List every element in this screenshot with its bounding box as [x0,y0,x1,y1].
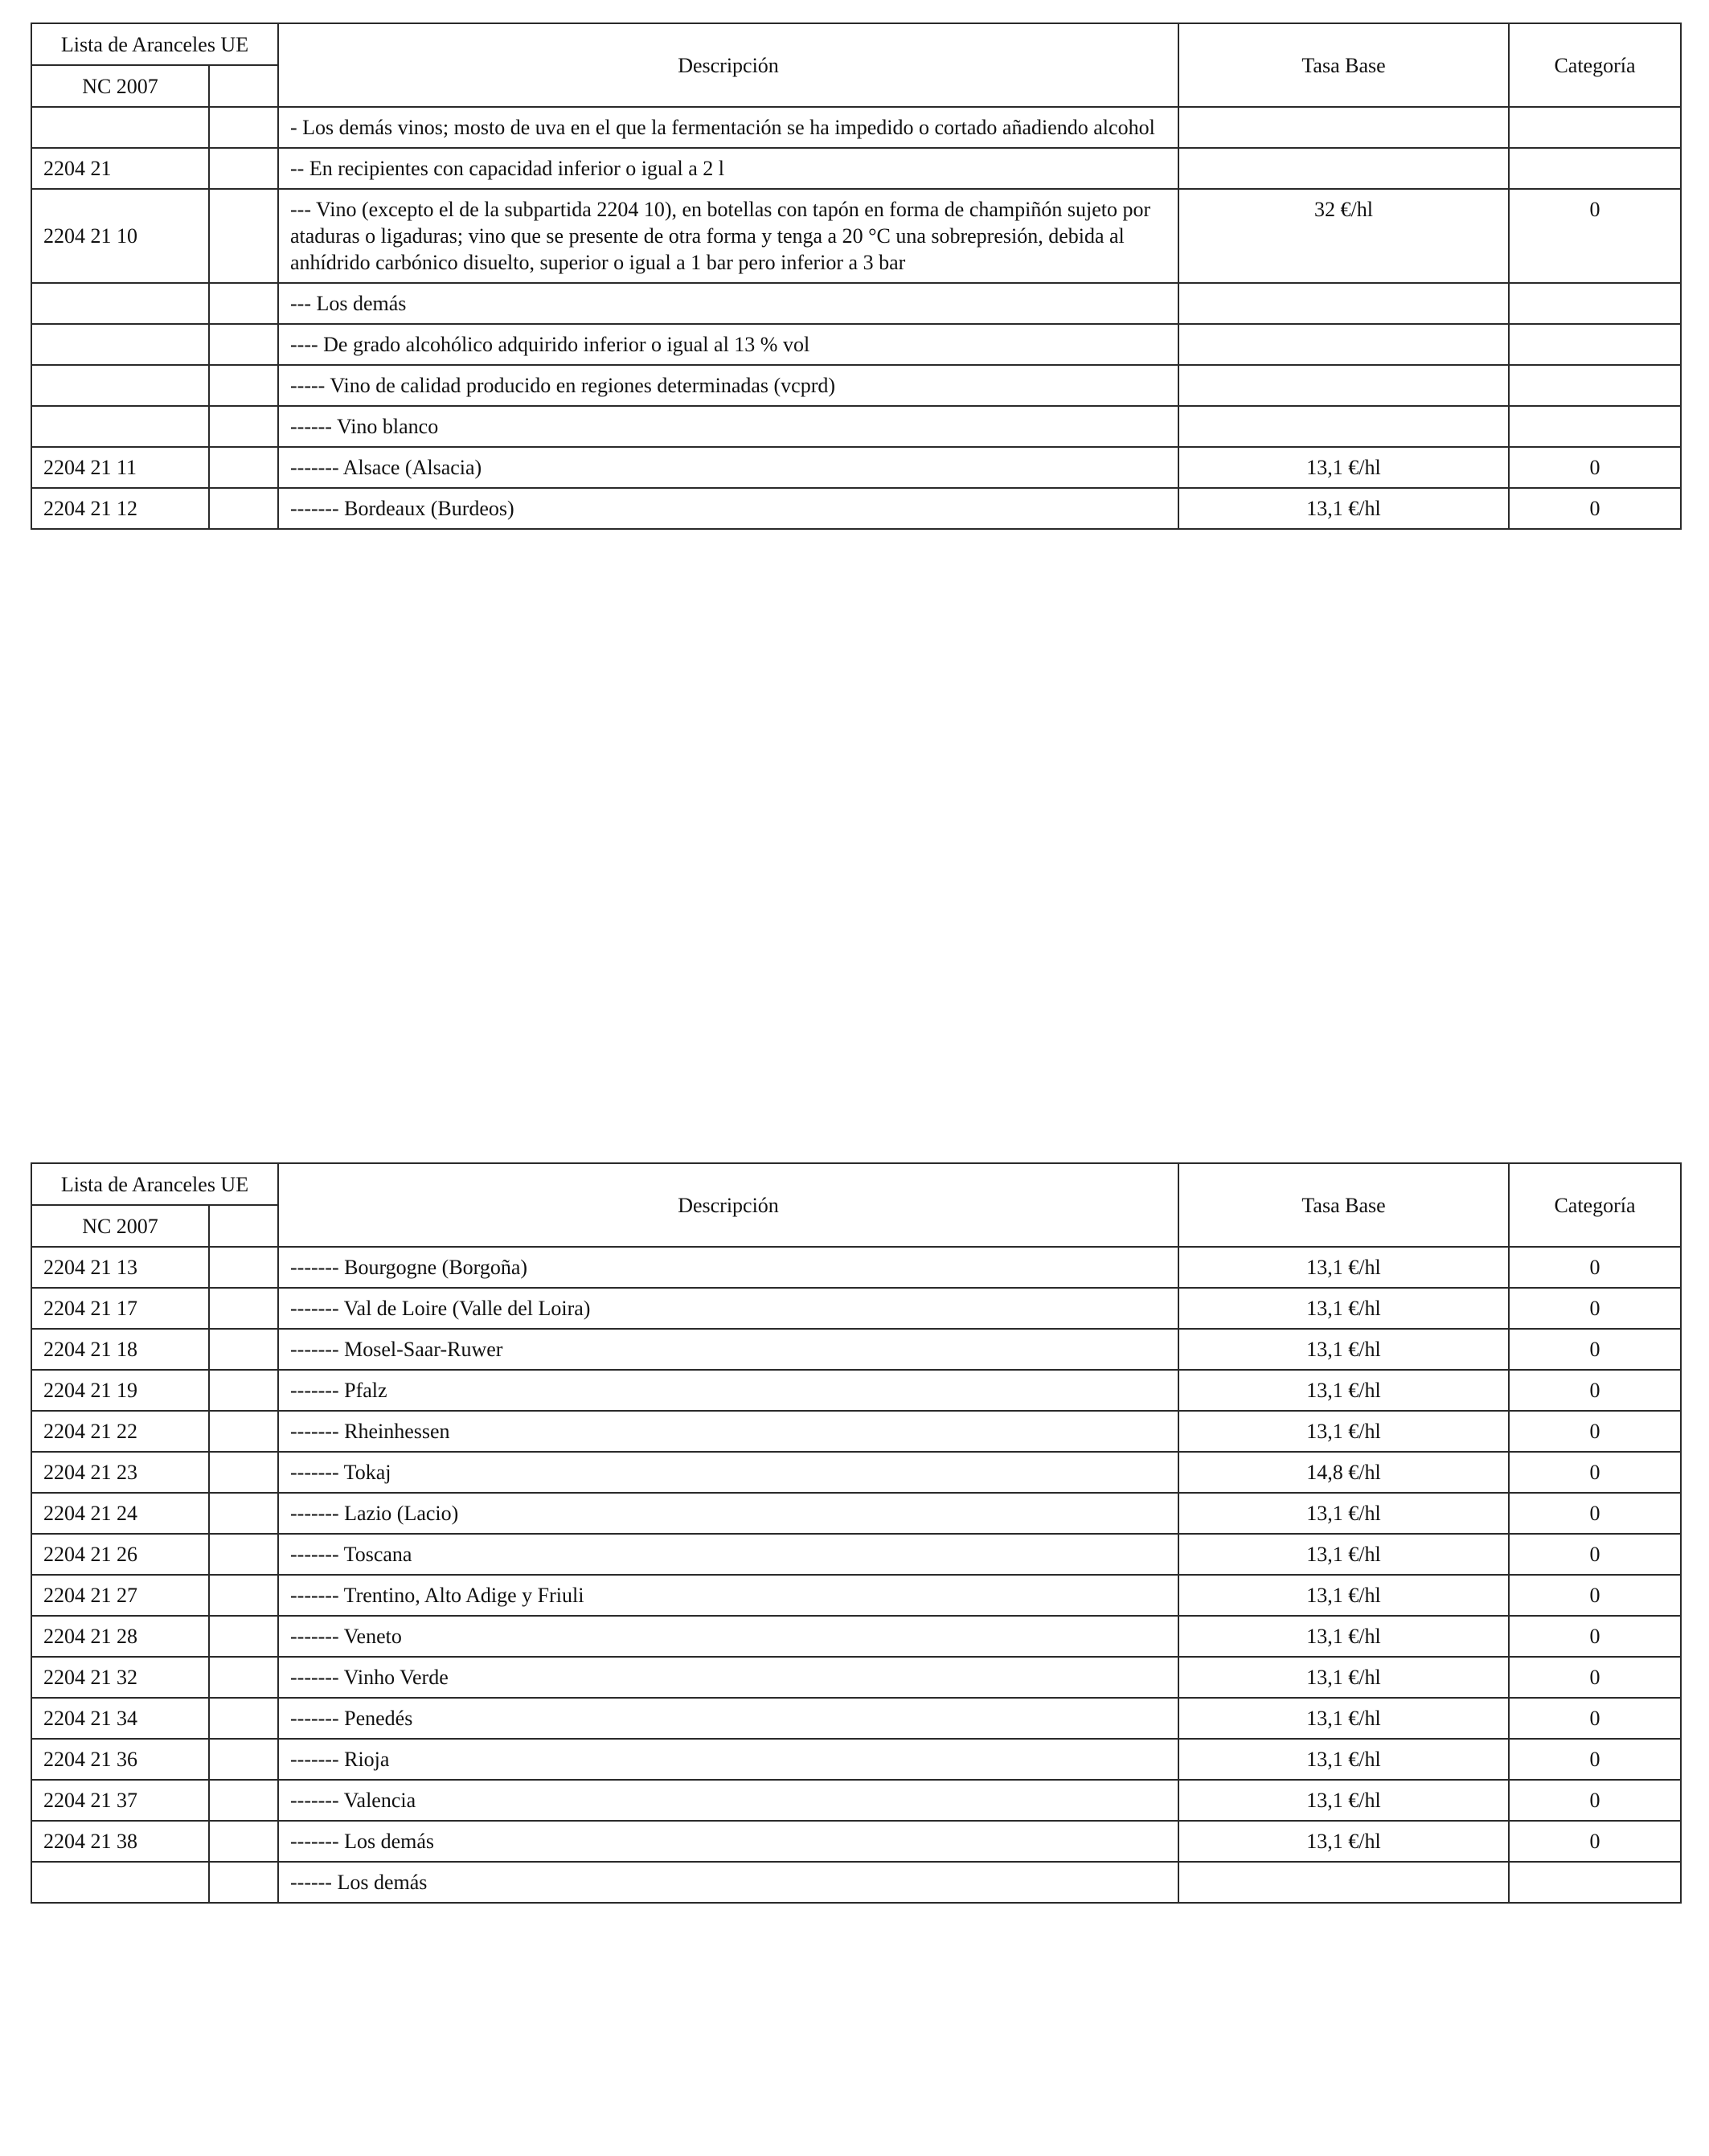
description-cell: ------- Tokaj [278,1452,1178,1493]
table-row [31,324,1681,365]
rate-cell: 13,1 €/hl [1178,1534,1509,1575]
table-row [31,1493,1681,1534]
description-cell: ------- Vinho Verde [278,1657,1178,1698]
category-cell: 0 [1509,1739,1681,1780]
description-cell: ------- Valencia [278,1780,1178,1821]
description-cell: ------- Mosel-Saar-Ruwer [278,1329,1178,1370]
header-nc-label: NC 2007 [31,1205,209,1247]
rate-cell: 13,1 €/hl [1178,1370,1509,1411]
description-cell: ------- Rheinhessen [278,1411,1178,1452]
category-cell [1509,324,1681,365]
table-row [31,1780,1681,1821]
table-row [31,1452,1681,1493]
code-cell: 2204 21 12 [31,488,209,529]
category-cell: 0 [1509,1288,1681,1329]
category-cell [1509,148,1681,189]
header-category: Categoría [1509,23,1681,107]
header-description: Descripción [278,23,1178,107]
rate-cell: 13,1 €/hl [1178,1616,1509,1657]
header-description: Descripción [278,1163,1178,1247]
description-cell: ---- De grado alcohólico adquirido inferior o igual al 13 % vol [278,324,1178,365]
code-cell [31,365,209,406]
category-cell: 0 [1509,1370,1681,1411]
rate-cell: 13,1 €/hl [1178,1657,1509,1698]
code-cell: 2204 21 28 [31,1616,209,1657]
code-cell: 2204 21 17 [31,1288,209,1329]
description-cell: ------- Trentino, Alto Adige y Friuli [278,1575,1178,1616]
code-cell [31,406,209,447]
rate-cell: 13,1 €/hl [1178,1411,1509,1452]
header-nc-label: NC 2007 [31,65,209,107]
spacer-cell [209,1821,278,1862]
header-list-title: Lista de Aranceles UE [31,1163,278,1205]
rate-cell: 13,1 €/hl [1178,1698,1509,1739]
rate-cell: 13,1 €/hl [1178,1575,1509,1616]
table-row [31,1821,1681,1862]
code-cell: 2204 21 37 [31,1780,209,1821]
code-cell: 2204 21 11 [31,447,209,488]
code-cell: 2204 21 [31,148,209,189]
table-row [31,189,1681,283]
header-list-title: Lista de Aranceles UE [31,23,278,65]
spacer-cell [209,1493,278,1534]
table-row [31,1411,1681,1452]
table-row [31,1288,1681,1329]
category-cell: 0 [1509,447,1681,488]
rate-cell [1178,107,1509,148]
header-empty-cell [209,1205,278,1247]
rate-cell [1178,283,1509,324]
description-cell: -- En recipientes con capacidad inferior o igual a 2 l [278,148,1178,189]
tariff-table-1 [31,23,1682,530]
category-cell: 0 [1509,1575,1681,1616]
spacer-cell [209,1411,278,1452]
category-cell [1509,1862,1681,1903]
description-cell: --- Vino (excepto el de la subpartida 2204 10), en botellas con tapón en forma de champiñón sujeto por ataduras o ligaduras; vino que se presente de otra forma y tenga a 20 °C una sobrepresión, debida al anhídrido carbónico disuelto, superior o igual a 1 bar pero inferior a 3 bar [278,189,1178,283]
code-cell: 2204 21 19 [31,1370,209,1411]
description-cell: ------- Bordeaux (Burdeos) [278,488,1178,529]
category-cell: 0 [1509,1821,1681,1862]
category-cell [1509,406,1681,447]
spacer-cell [209,1780,278,1821]
rate-cell: 13,1 €/hl [1178,1821,1509,1862]
rate-cell: 13,1 €/hl [1178,1288,1509,1329]
rate-cell: 13,1 €/hl [1178,1780,1509,1821]
table-row [31,1534,1681,1575]
category-cell: 0 [1509,1329,1681,1370]
spacer-cell [209,283,278,324]
description-cell: ------ Vino blanco [278,406,1178,447]
spacer-cell [209,1370,278,1411]
spacer-cell [209,1329,278,1370]
table-row [31,1329,1681,1370]
spacer-cell [209,1452,278,1493]
spacer-cell [209,1698,278,1739]
description-cell: ------- Los demás [278,1821,1178,1862]
description-cell: ------ Los demás [278,1862,1178,1903]
rate-cell: 13,1 €/hl [1178,1329,1509,1370]
rate-cell: 13,1 €/hl [1178,447,1509,488]
spacer-cell [209,488,278,529]
description-cell: ------- Bourgogne (Borgoña) [278,1247,1178,1288]
rate-cell: 14,8 €/hl [1178,1452,1509,1493]
code-cell [31,107,209,148]
table-row [31,1575,1681,1616]
category-cell: 0 [1509,1616,1681,1657]
description-cell: ------- Veneto [278,1616,1178,1657]
table-row [31,365,1681,406]
category-cell: 0 [1509,189,1681,283]
tariff-table-2 [31,1162,1682,1904]
spacer-cell [209,447,278,488]
code-cell [31,324,209,365]
header-base-rate: Tasa Base [1178,1163,1509,1247]
spacer-cell [209,406,278,447]
spacer-cell [209,1575,278,1616]
description-cell: ------- Alsace (Alsacia) [278,447,1178,488]
table-row [31,488,1681,529]
category-cell [1509,107,1681,148]
table-row [31,1370,1681,1411]
spacer-cell [209,365,278,406]
rate-cell: 13,1 €/hl [1178,1493,1509,1534]
category-cell: 0 [1509,1452,1681,1493]
table-row [31,148,1681,189]
header-category: Categoría [1509,1163,1681,1247]
spacer-cell [209,1616,278,1657]
code-cell [31,283,209,324]
spacer-cell [209,148,278,189]
rate-cell [1178,1862,1509,1903]
description-cell: ----- Vino de calidad producido en regiones determinadas (vcprd) [278,365,1178,406]
code-cell [31,1862,209,1903]
table-row [31,1739,1681,1780]
code-cell: 2204 21 32 [31,1657,209,1698]
description-cell: ------- Lazio (Lacio) [278,1493,1178,1534]
table-row [31,1862,1681,1903]
code-cell: 2204 21 13 [31,1247,209,1288]
table-row [31,283,1681,324]
category-cell [1509,283,1681,324]
table-row [31,1616,1681,1657]
rate-cell [1178,148,1509,189]
description-cell: ------- Penedés [278,1698,1178,1739]
spacer-cell [209,189,278,283]
spacer-cell [209,324,278,365]
category-cell: 0 [1509,1411,1681,1452]
description-cell: ------- Rioja [278,1739,1178,1780]
header-empty-cell [209,65,278,107]
spacer-cell [209,1288,278,1329]
description-cell: ------- Pfalz [278,1370,1178,1411]
description-cell: ------- Toscana [278,1534,1178,1575]
rate-cell: 32 €/hl [1178,189,1509,283]
code-cell: 2204 21 34 [31,1698,209,1739]
code-cell: 2204 21 18 [31,1329,209,1370]
table-row [31,1698,1681,1739]
code-cell: 2204 21 23 [31,1452,209,1493]
code-cell: 2204 21 38 [31,1821,209,1862]
rate-cell [1178,365,1509,406]
description-cell: - Los demás vinos; mosto de uva en el que la fermentación se ha impedido o cortado añadiendo alcohol [278,107,1178,148]
rate-cell [1178,406,1509,447]
code-cell: 2204 21 27 [31,1575,209,1616]
table-row [31,107,1681,148]
rate-cell: 13,1 €/hl [1178,1247,1509,1288]
code-cell: 2204 21 26 [31,1534,209,1575]
table-row [31,1247,1681,1288]
code-cell: 2204 21 36 [31,1739,209,1780]
spacer-cell [209,107,278,148]
rate-cell [1178,324,1509,365]
category-cell: 0 [1509,1247,1681,1288]
code-cell: 2204 21 22 [31,1411,209,1452]
category-cell: 0 [1509,1534,1681,1575]
category-cell: 0 [1509,1657,1681,1698]
code-cell: 2204 21 24 [31,1493,209,1534]
rate-cell: 13,1 €/hl [1178,488,1509,529]
category-cell: 0 [1509,1698,1681,1739]
spacer-cell [209,1862,278,1903]
table-row [31,447,1681,488]
table-row [31,1657,1681,1698]
spacer-cell [209,1657,278,1698]
code-cell: 2204 21 10 [31,189,209,283]
category-cell: 0 [1509,1493,1681,1534]
spacer-cell [209,1247,278,1288]
category-cell: 0 [1509,488,1681,529]
header-base-rate: Tasa Base [1178,23,1509,107]
table-row [31,406,1681,447]
spacer-cell [209,1739,278,1780]
rate-cell: 13,1 €/hl [1178,1739,1509,1780]
category-cell [1509,365,1681,406]
category-cell: 0 [1509,1780,1681,1821]
description-cell: ------- Val de Loire (Valle del Loira) [278,1288,1178,1329]
description-cell: --- Los demás [278,283,1178,324]
spacer-cell [209,1534,278,1575]
